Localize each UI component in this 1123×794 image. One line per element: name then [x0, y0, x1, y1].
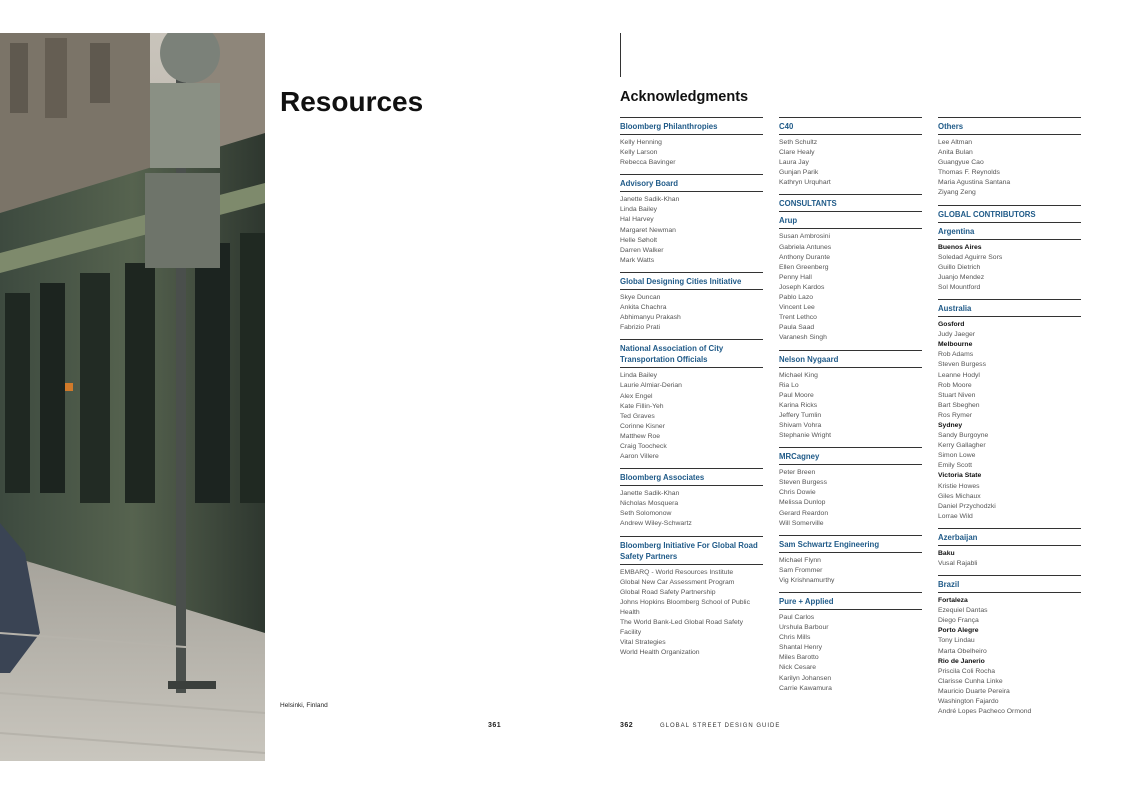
name-item: Helle Søholt [620, 236, 658, 244]
photo-caption: Helsinki, Finland [280, 702, 328, 709]
guide-title: GLOBAL STREET DESIGN GUIDE [660, 723, 781, 729]
name-item: Susan Ambrosini [779, 233, 831, 241]
section [779, 350, 922, 442]
name-item: Paul Carlos [779, 614, 815, 621]
city-subheading: Victoria State [938, 472, 982, 480]
section [779, 447, 922, 529]
name-item: Facility [620, 629, 642, 637]
name-item: Maria Agustina Santana [938, 179, 1011, 187]
section [938, 528, 1081, 569]
section [620, 174, 763, 266]
name-item: Hal Harvey [620, 216, 654, 224]
name-item: Global Road Safety Partnership [620, 588, 716, 596]
name-item: Kate Fillin-Yeh [620, 402, 664, 410]
name-item: Mark Watts [620, 256, 655, 264]
name-item: Vital Strategies [620, 639, 666, 647]
section-heading: Pure + Applied [779, 592, 922, 610]
name-item: Priscila Coli Rocha [938, 667, 996, 675]
name-item: Varanesh Singh [779, 334, 827, 342]
section-heading: Arup [779, 211, 922, 229]
name-item: Joseph Kardos [779, 283, 825, 291]
section-heading: Azerbaijan [938, 528, 1081, 546]
section-heading: Sam Schwartz Engineering [779, 535, 922, 553]
name-item: Ria Lo [779, 381, 799, 389]
section [938, 117, 1081, 199]
section [779, 535, 922, 586]
section-heading: Bloomberg Philanthropies [620, 117, 763, 135]
name-item: Leanne Hodyl [938, 371, 980, 379]
section-heading: Bloomberg Associates [620, 468, 763, 486]
city-subheading: Sydney [938, 421, 963, 429]
name-item: Alex Engel [620, 392, 653, 400]
name-item: Kathryn Urquhart [779, 179, 831, 187]
section-heading: National Association of City Transportation Officials [620, 339, 763, 368]
city-subheading: Gosford [938, 321, 965, 329]
name-item: Diego França [938, 617, 979, 625]
name-item: Stuart Niven [938, 391, 976, 399]
section-heading: Bloomberg Initiative For Global Road Safety Partners [620, 536, 763, 565]
section-heading: Argentina [938, 222, 1081, 240]
name-item: Daniel Przychodzki [938, 502, 996, 510]
name-item: Laurie Almiar-Derian [620, 382, 682, 390]
name-item: Gunjan Parik [779, 169, 819, 177]
name-item: Laura Jay [779, 159, 809, 167]
name-item: Aaron Villere [620, 453, 659, 461]
name-item: Michael Flynn [779, 556, 821, 564]
section-heading: Australia [938, 299, 1081, 317]
name-item: Mauricio Duarte Pereira [938, 687, 1010, 695]
helsinki-tram-photo [0, 33, 265, 761]
section [938, 299, 1081, 522]
name-item: Rob Adams [938, 351, 974, 359]
name-item: Simon Lowe [938, 452, 976, 460]
name-item: Craig Toocheck [620, 442, 667, 450]
section-heading: Others [938, 117, 1081, 135]
city-subheading: Melbourne [938, 341, 973, 349]
city-subheading: Rio de Janerio [938, 657, 985, 665]
name-item: Margaret Newman [620, 226, 676, 234]
name-item: Guangyue Cao [938, 159, 984, 167]
name-item: Tony Lindau [938, 637, 975, 645]
name-item: Gabriela Antunes [779, 243, 832, 251]
acknowledgments-title: Acknowledgments [620, 89, 749, 105]
name-item: Janette Sadik-Khan [620, 490, 680, 498]
name-item: Seth Solomonow [620, 510, 672, 518]
name-item: Nick Cesare [779, 664, 817, 672]
section-heading: C40 [779, 117, 922, 135]
section [779, 117, 922, 188]
section-heading: Global Designing Cities Initiative [620, 272, 763, 290]
name-item: Washington Fajardo [938, 698, 999, 706]
name-item: Ankita Chachra [620, 304, 667, 312]
section [620, 117, 763, 168]
name-item: Bart Sbeghen [938, 401, 980, 409]
name-item: Sol Mountford [938, 283, 981, 291]
name-item: Shantal Henry [779, 644, 823, 652]
name-item: Linda Bailey [620, 206, 658, 214]
name-item: Karilyn Johansen [779, 674, 832, 682]
section [779, 592, 922, 694]
name-item: Paula Saad [779, 324, 815, 332]
name-item: Skye Duncan [620, 293, 661, 301]
name-item: Juanjo Mendez [938, 273, 985, 281]
name-item: Sandy Burgoyne [938, 432, 989, 440]
name-item: Seth Schultz [779, 139, 818, 146]
name-item: Linda Bailey [620, 372, 658, 380]
name-item: Guillo Dietrich [938, 263, 981, 271]
page-title: Resources [280, 86, 424, 117]
name-item: Kelly Henning [620, 139, 662, 146]
name-item: Jeffery Tumlin [779, 411, 822, 419]
name-item: EMBARQ - World Resources Institute [620, 568, 734, 576]
name-item: Corinne Kisner [620, 422, 665, 430]
column-1 [620, 117, 763, 664]
name-item: Clare Healy [779, 149, 815, 157]
name-item: Ziyang Zeng [938, 189, 976, 197]
section-heading: Nelson Nygaard [779, 350, 922, 368]
name-item: Ezequiel Dantas [938, 607, 988, 615]
name-item: Emily Scott [938, 462, 972, 470]
name-item: Vig Krishnamurthy [779, 576, 835, 584]
name-item: The World Bank-Led Global Road Safety [620, 619, 744, 626]
section-heading: Advisory Board [620, 174, 763, 192]
name-item: Trent Lethco [779, 314, 817, 322]
name-item: Rebecca Bavinger [620, 159, 676, 167]
name-item: Paul Moore [779, 391, 814, 399]
section [620, 468, 763, 529]
name-item: Stephanie Wright [779, 432, 832, 440]
column-2 [779, 117, 922, 700]
name-item: Kerry Gallagher [938, 442, 986, 450]
name-item: Chris Dowie [779, 489, 816, 497]
city-subheading: Fortaleza [938, 597, 968, 605]
name-item: Soledad Aguirre Sors [938, 253, 1003, 261]
name-item: Fabrizio Prati [620, 324, 661, 332]
name-item: Darren Walker [620, 246, 664, 254]
name-item: Johns Hopkins Bloomberg School of Public [620, 598, 750, 606]
name-item: Janette Sadik-Khan [620, 196, 680, 204]
name-item: Global New Car Assessment Program [620, 578, 735, 586]
section [779, 194, 922, 343]
name-item: Steven Burgess [779, 479, 827, 487]
name-item: Ros Rymer [938, 411, 972, 419]
name-item: Health [620, 608, 640, 616]
city-subheading: Porto Alegre [938, 627, 979, 635]
section-heading: Brazil [938, 575, 1081, 593]
section [620, 272, 763, 333]
name-item: Steven Burgess [938, 361, 986, 369]
name-item: Matthew Roe [620, 432, 661, 440]
name-item: Ellen Greenberg [779, 263, 829, 271]
name-item: Vincent Lee [779, 304, 815, 312]
name-item: Penny Hall [779, 273, 812, 281]
name-item: World Health Organization [620, 649, 700, 657]
name-item: Kristie Howes [938, 482, 980, 490]
name-item: Chris Mills [779, 634, 811, 642]
name-item: Will Somerville [779, 519, 824, 527]
name-item: Urshula Barbour [779, 624, 829, 632]
name-item: Michael King [779, 371, 818, 379]
name-item: Melissa Dunlop [779, 499, 826, 507]
name-item: Andrew Wiley-Schwartz [620, 520, 692, 528]
name-item: Anita Bulan [938, 149, 973, 157]
name-item: Anthony Durante [779, 253, 831, 261]
vertical-rule [620, 33, 621, 77]
name-item: Ted Graves [620, 412, 655, 420]
name-item: Kelly Larson [620, 149, 658, 157]
name-item: Karina Ricks [779, 401, 818, 409]
name-item: Nicholas Mosquera [620, 500, 679, 508]
name-item: Lorrae Wild [938, 512, 973, 520]
name-item: Sam Frommer [779, 566, 823, 574]
name-item: Shivam Vohra [779, 421, 822, 429]
name-item: Clarisse Cunha Linke [938, 677, 1003, 685]
group-heading: GLOBAL CONTRIBUTORS [938, 205, 1081, 222]
group-heading: CONSULTANTS [779, 194, 922, 211]
name-item: Abhimanyu Prakash [620, 314, 681, 322]
name-item: Marta Obelheiro [938, 647, 987, 655]
name-item: Peter Breen [779, 469, 816, 477]
name-item: Miles Barotto [779, 654, 819, 662]
page-number-right: 362 [620, 722, 634, 729]
name-item: Thomas F. Reynolds [938, 169, 1000, 177]
name-item: Rob Moore [938, 381, 972, 389]
column-3 [938, 117, 1081, 723]
section [620, 536, 763, 659]
section [938, 205, 1081, 293]
name-item: Judy Jaeger [938, 331, 976, 339]
page-number-left: 361 [488, 722, 502, 729]
name-item: Gerard Reardon [779, 509, 829, 517]
name-item: Vusal Rajabli [938, 560, 978, 567]
name-item: Carrie Kawamura [779, 684, 832, 692]
name-item: Lee Altman [938, 139, 973, 146]
section-heading: MRCagney [779, 447, 922, 465]
city-subheading: Baku [938, 549, 955, 557]
city-subheading: Buenos Aires [938, 243, 982, 251]
section [620, 339, 763, 462]
name-item: Giles Michaux [938, 492, 981, 500]
section [938, 575, 1081, 717]
name-item: André Lopes Pacheco Ormond [938, 708, 1032, 716]
name-item: Pablo Lazo [779, 294, 814, 302]
